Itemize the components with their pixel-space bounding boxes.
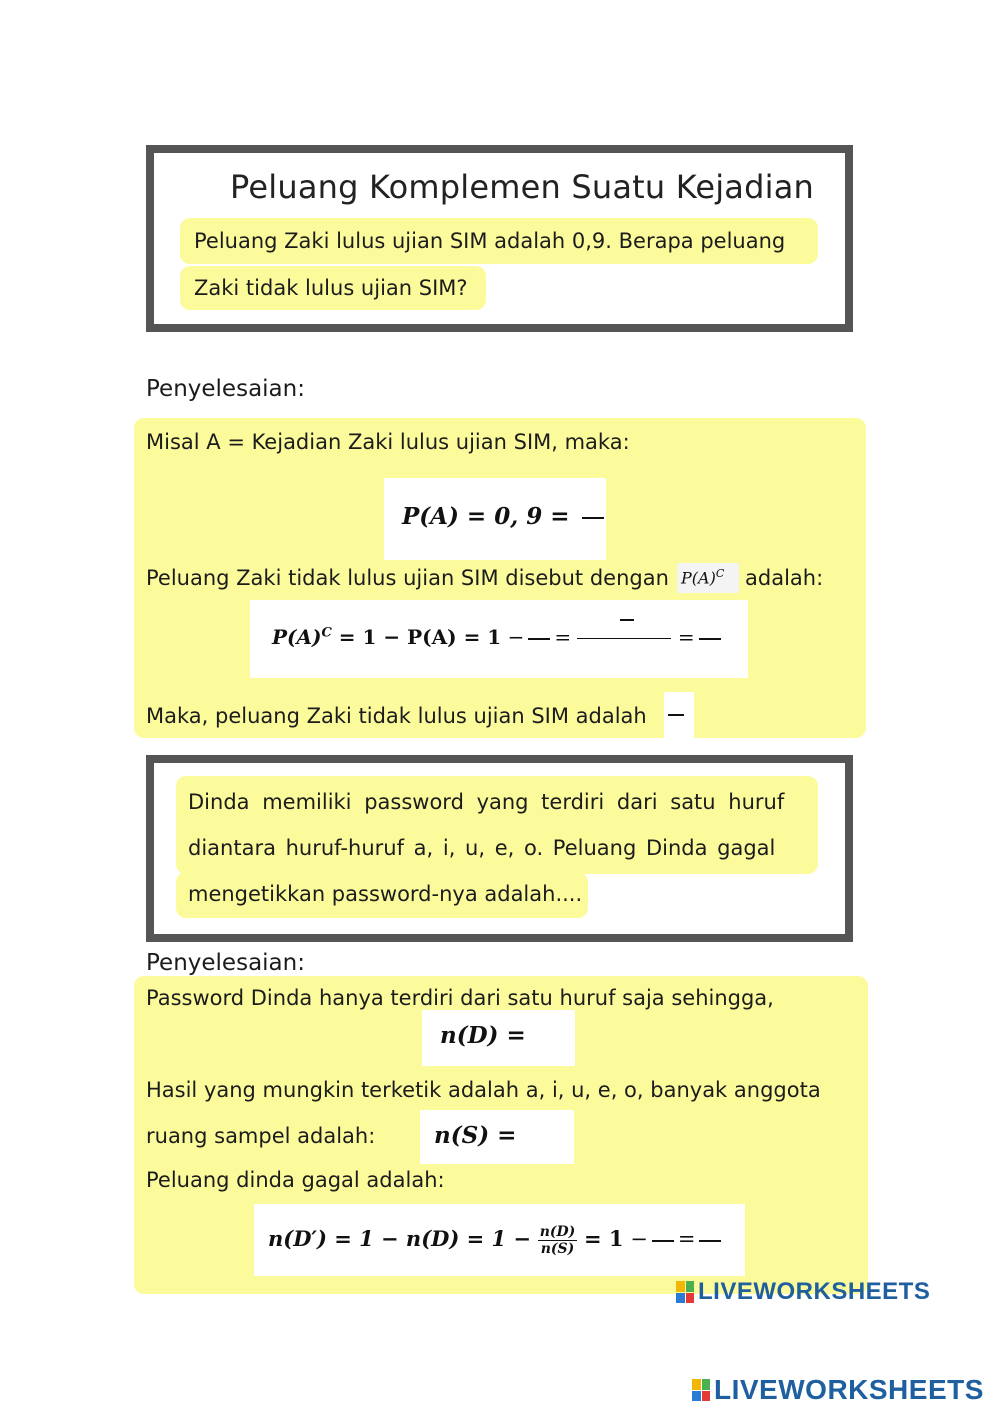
fraction-pac-denominator[interactable] [577, 639, 671, 653]
blank-pa[interactable] [582, 517, 604, 519]
solution-1-misal: Misal A = Kejadian Zaki lulus ujian SIM, maka: [146, 430, 630, 454]
logo-text: LIVEWORKSHEETS [698, 1278, 931, 1305]
equation-final-left: n(D′) = 1 − n(D) = 1 − [268, 1226, 532, 1251]
liveworksheets-logo-footer[interactable] [692, 1374, 984, 1406]
equation-pac [272, 624, 725, 653]
question-2-line-2: diantara huruf-huruf a, i, u, e, o. Peluang Dinda gagal [188, 836, 776, 860]
solution-2-password: Password Dinda hanya terdiri dari satu huruf saja sehingga, [146, 986, 774, 1010]
solution-2-hasil: Hasil yang mungkin terketik adalah a, i, u, e, o, banyak anggota [146, 1078, 821, 1102]
inline-symbol-text: P(A) [681, 568, 716, 588]
equation-final-minus: − [630, 1227, 648, 1251]
blank-pac-1[interactable] [528, 638, 550, 640]
equation-final-eq: = [677, 1227, 696, 1251]
solution-heading-2: Penyelesaian: [146, 950, 305, 976]
logo-text-footer: LIVEWORKSHEETS [714, 1374, 984, 1405]
equation-pa-text: P(A) = 0, 9 = [402, 503, 578, 530]
solution-1-komplemen: Peluang Zaki tidak lulus ujian SIM disebut dengan [146, 566, 669, 590]
equation-pac-left: P(A) [272, 625, 322, 649]
equation-final [268, 1224, 725, 1257]
solution-1-komplemen-end: adalah: [745, 566, 824, 590]
inline-symbol-pac [681, 567, 724, 587]
blank-pac-2[interactable] [699, 638, 721, 640]
solution-2-gagal: Peluang dinda gagal adalah: [146, 1168, 445, 1192]
equation-pac-rest: = 1 − P(A) = 1 [331, 625, 502, 649]
question-1-line-2: Zaki tidak lulus ujian SIM? [194, 276, 468, 300]
liveworksheets-logo-inner [676, 1278, 930, 1306]
solution-1-conclusion: Maka, peluang Zaki tidak lulus ujian SIM adalah [146, 704, 647, 728]
inline-symbol-sup: C [715, 567, 725, 580]
fraction-final [538, 1224, 578, 1257]
equation-pac-sup: C [321, 625, 332, 641]
equation-pac-eq1: = [554, 625, 572, 649]
page-title: Peluang Komplemen Suatu Kejadian [230, 168, 815, 206]
answer-box-conclusion[interactable] [664, 692, 694, 740]
logo-mark-icon [676, 1281, 694, 1303]
solution-heading-1: Penyelesaian: [146, 376, 305, 402]
blank-final-1[interactable] [652, 1240, 674, 1242]
question-1-line-1: Peluang Zaki lulus ujian SIM adalah 0,9. Berapa peluang [194, 229, 786, 253]
fraction-final-numerator: n(D) [539, 1224, 576, 1240]
equation-pa [402, 503, 608, 530]
fraction-pac-numerator[interactable] [577, 624, 671, 639]
equation-pac-minus: − [507, 625, 525, 649]
question-2-line-1: Dinda memiliki password yang terdiri dari satu huruf [188, 790, 785, 814]
fraction-pac-top-blank[interactable] [620, 619, 634, 621]
equation-pac-eq2: = [677, 625, 695, 649]
question-2-line-3: mengetikkan password-nya adalah.... [188, 882, 583, 906]
equation-ns: n(S) = [434, 1122, 517, 1149]
solution-2-ruang: ruang sampel adalah: [146, 1124, 376, 1148]
logo-mark-icon-footer [692, 1379, 710, 1401]
blank-final-2[interactable] [699, 1240, 721, 1242]
blank-conclusion[interactable] [668, 714, 684, 716]
equation-nd: n(D) = [440, 1022, 526, 1049]
fraction-pac [577, 624, 671, 653]
fraction-final-denominator: n(S) [540, 1241, 575, 1257]
equation-final-right: = 1 [583, 1226, 624, 1251]
